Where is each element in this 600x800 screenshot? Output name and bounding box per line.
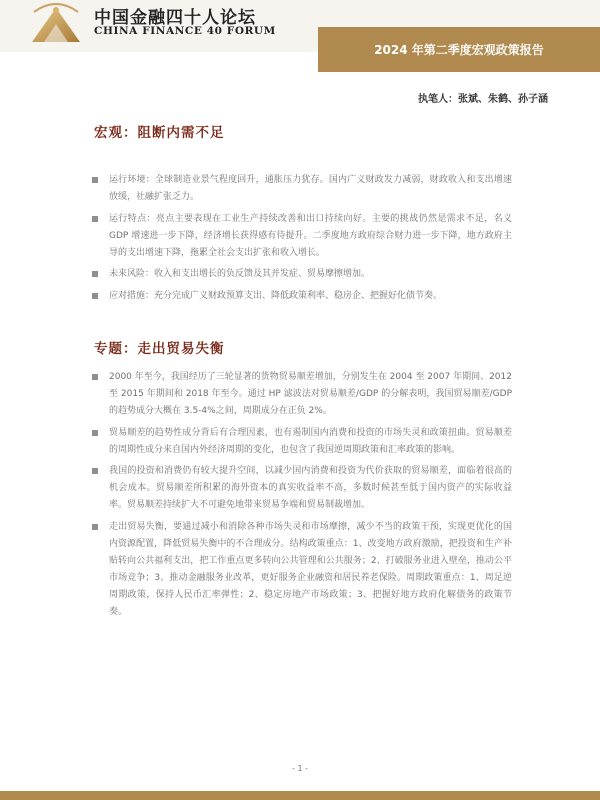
bullet-text: 运行特点：亮点主要表现在工业生产持续改善和出口持续向好。主要的挑战仍然是需求不足，名义 GDP 增速进一步下降，经济增长获得感有待提升。二季度地方政府综合财力进一步下降，地方政府主导的支出增速下降，拖累全社会支出扩张和收入增长。 bbox=[109, 213, 512, 258]
bullet-text: 运行环境：全球制造业景气程度回升，通胀压力犹存。国内广义财政发力减弱，财政收入和支出增速放缓，社融扩张乏力。 bbox=[109, 175, 512, 202]
report-title-banner: 2024 年第二季度宏观政策报告 bbox=[318, 27, 600, 72]
bullet-text: 2000 年至今，我国经历了三轮显著的货物贸易顺差增加，分别发生在 2004 至 2007 年期间、2012 至 2015 年期间和 2018 年至今。通过 HP 滤波法对贸易顺差/GDP 的分解表明，我国贸易顺差/GDP 的趋势成分大概在 3.5-4%之间，周期成分在正负 2%。 bbox=[109, 372, 512, 416]
list-item bbox=[92, 172, 512, 206]
section-macro-bullets bbox=[92, 172, 512, 309]
page-number: - 1 - bbox=[292, 764, 308, 773]
logo-text-en: CHINA FINANCE 40 FORUM bbox=[94, 25, 276, 37]
list-item bbox=[92, 266, 512, 283]
section-title-trade: 专题：走出贸易失衡 bbox=[94, 341, 225, 357]
bullet-square-icon bbox=[92, 216, 98, 222]
list-item bbox=[92, 425, 512, 459]
bullet-square-icon bbox=[92, 177, 98, 183]
forum-logo-icon bbox=[30, 2, 82, 42]
list-item bbox=[92, 369, 512, 420]
section-title-macro: 宏观：阻断内需不足 bbox=[94, 125, 225, 141]
bullet-square-icon bbox=[92, 524, 98, 530]
bullet-text: 未来风险：收入和支出增长的负反馈及其并发症、贸易摩擦增加。 bbox=[109, 269, 371, 279]
bullet-square-icon bbox=[92, 468, 98, 474]
authors-line: 执笔人：张斌、朱鹤、孙子涵 bbox=[418, 94, 548, 105]
list-item bbox=[92, 288, 512, 305]
bullet-text: 我国的投资和消费仍有较大提升空间，以减少国内消费和投资为代价获取的贸易顺差，面临着很高的机会成本。贸易顺差所积累的海外资本的真实收益率不高，多数时候甚至低于国内资产的实际收益率。贸易顺差持续扩大不可避免地带来贸易争端和贸易制裁增加。 bbox=[109, 466, 512, 510]
bullet-square-icon bbox=[92, 271, 98, 277]
bullet-square-icon bbox=[92, 430, 98, 436]
section-trade-bullets bbox=[92, 369, 512, 625]
list-item bbox=[92, 463, 512, 514]
bullet-square-icon bbox=[92, 293, 98, 299]
logo-text-cn: 中国金融四十人论坛 bbox=[94, 8, 256, 28]
list-item bbox=[92, 519, 512, 621]
bullet-text: 贸易顺差的趋势性成分背后有合理因素，也有遏制国内消费和投资的市场失灵和政策扭曲。贸易顺差的周期性成分来自国内外经济周期的变化，也包含了我国逆周期政策和汇率政策的影响。 bbox=[109, 427, 512, 455]
bullet-text: 走出贸易失衡，要通过减小和消除各种市场失灵和市场摩擦，减少不当的政策干预，实现更优化的国内资源配置，降低贸易失衡中的不合理成分。结构政策重点：1、改变地方政府激励，把投资和生产补贴转向公共福利支出，把工作重点更多转向公共管理和公共服务；2、打破服务业进入壁垒，推动公平市场竞争；3、推动金融服务业改革，更好服务企业融资和居民养老保险。周期政策重点：1、周足逆周期政策，保持人民币汇率弹性；2、稳定房地产市场政策；3、把握好地方政府化解债务的政策节奏。 bbox=[109, 521, 512, 617]
list-item bbox=[92, 211, 512, 262]
footer-bar bbox=[0, 791, 600, 800]
bullet-text: 应对措施：充分完成广义财政预算支出、降低政策利率、稳房企、把握好化债节奏。 bbox=[109, 290, 443, 301]
bullet-square-icon bbox=[92, 374, 98, 380]
